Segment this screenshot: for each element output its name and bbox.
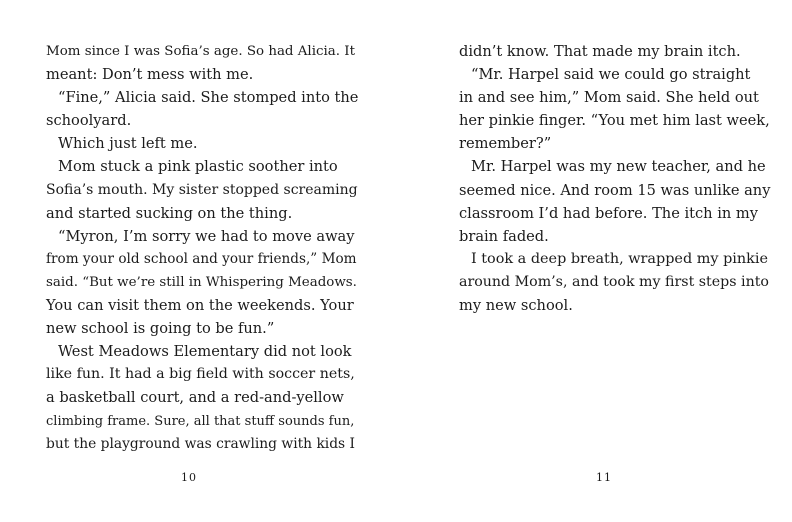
text-line: and started sucking on the thing. bbox=[46, 204, 293, 222]
text-line: Mr. Harpel was my new teacher, and he bbox=[471, 158, 766, 176]
text-line: Which just left me. bbox=[58, 135, 198, 153]
text-line: “Fine,” Alicia said. She stomped into the bbox=[58, 89, 359, 107]
text-line: said. “But we’re still in Whispering Meadows. bbox=[46, 274, 357, 290]
left-page-text bbox=[46, 40, 359, 456]
right-page bbox=[396, 0, 792, 522]
text-line: seemed nice. And room 15 was unlike any bbox=[459, 181, 771, 199]
text-line: my new school. bbox=[459, 297, 573, 315]
text-line: Mom since I was Sofia’s age. So had Alicia. It bbox=[46, 44, 355, 59]
text-line: Sofia’s mouth. My sister stopped screaming bbox=[46, 181, 358, 198]
text-line: remember?” bbox=[459, 135, 552, 153]
text-line: brain faded. bbox=[459, 227, 549, 245]
page-number-left: 10 bbox=[181, 471, 197, 484]
text-line: meant: Don’t mess with me. bbox=[46, 66, 254, 84]
text-line: around Mom’s, and took my first steps into bbox=[459, 273, 769, 290]
text-line: from your old school and your friends,” Mom bbox=[46, 250, 357, 267]
text-line: in and see him,” Mom said. She held out bbox=[459, 89, 759, 107]
page-number-right: 11 bbox=[596, 471, 612, 484]
text-line: her pinkie finger. “You met him last week, bbox=[459, 112, 770, 130]
text-line: I took a deep breath, wrapped my pinkie bbox=[471, 250, 769, 267]
text-line: You can visit them on the weekends. Your bbox=[46, 297, 354, 315]
text-line: schoolyard. bbox=[46, 112, 132, 130]
text-line: Mom stuck a pink plastic soother into bbox=[58, 158, 338, 176]
text-line: climbing frame. Sure, all that stuff sounds fun, bbox=[46, 413, 355, 429]
text-line: like fun. It had a big field with soccer nets, bbox=[46, 366, 355, 383]
text-line: “Mr. Harpel said we could go straight bbox=[471, 66, 751, 84]
text-line: “Myron, I’m sorry we had to move away bbox=[58, 227, 355, 245]
text-line: but the playground was crawling with kids I bbox=[46, 435, 355, 452]
text-line: West Meadows Elementary did not look bbox=[58, 343, 352, 361]
text-line: classroom I’d had before. The itch in my bbox=[459, 204, 759, 222]
text-line: didn’t know. That made my brain itch. bbox=[459, 43, 741, 60]
right-page-text bbox=[459, 40, 771, 317]
text-line: a basketball court, and a red-and-yellow bbox=[46, 389, 344, 407]
text-line: new school is going to be fun.” bbox=[46, 320, 275, 338]
